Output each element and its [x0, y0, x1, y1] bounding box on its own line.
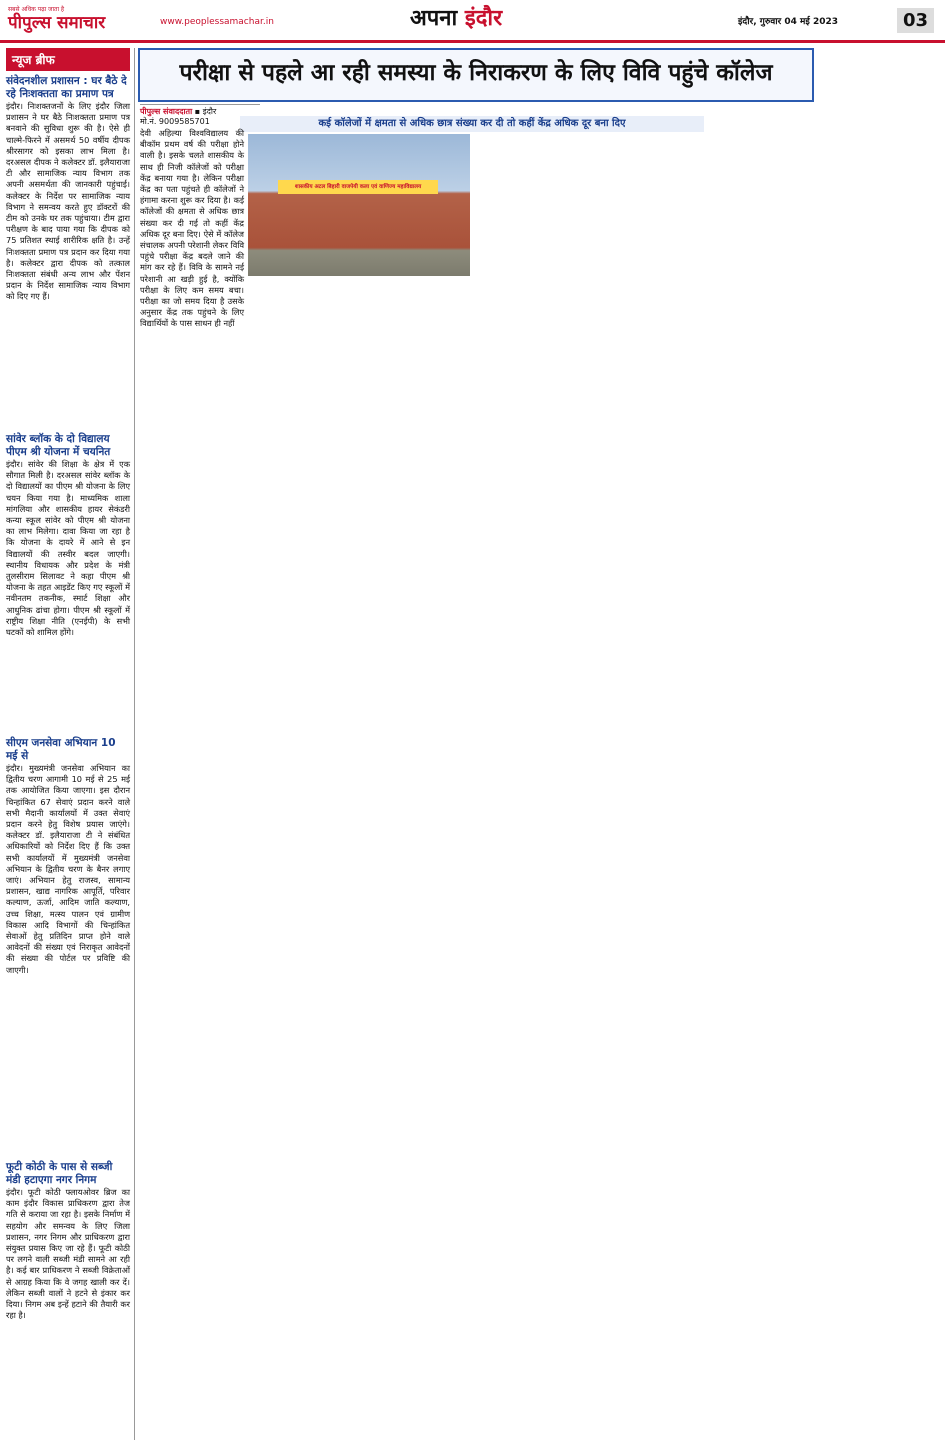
edition-date: इंदौर, गुरुवार 04 मई 2023	[738, 17, 839, 27]
story1-strap-text: कई कॉलेजों में क्षमता से अधिक छात्र संख्या कर दी तो कहीं केंद्र अधिक दूर बना दिए	[318, 118, 626, 129]
brief-body: इंदौर। सांवेर की शिक्षा के क्षेत्र में एक सौगात मिली है। दरअसल सांवेर ब्लॉक के दो विद्यालयों का पीएम श्री योजना के लिए चयन किया गया है। माध्यमिक शाला मांगलिया और शासकीय हायर सेकंडरी कन्या स्कूल सांवेर को पीएम श्री योजना का लाभ मिलेगा। दावा किया जा रहा है कि योजना के दायरे में आने से इन विद्यालयों की तस्वीर बदल जाएगी। स्थानीय विधायक और प्रदेश के मंत्री तुलसीराम सिलावट ने कहा पीएम श्री योजना के तहत आइडेंट किए गए स्कूलों में नवीनतम तकनीक, स्मार्ट शिक्षा और आधुनिक ढांचा होगा। पीएम श्री स्कूलों में राष्ट्रीय शिक्षा नीति (एनईपी) के सभी घटकों को शामिल होंगे।	[6, 459, 130, 638]
section-title-b: इंदौर	[464, 6, 503, 31]
brief-body: इंदौर। फूटी कोठी फ्लायओवर ब्रिज का काम इंदौर विकास प्राधिकरण द्वारा तेज गति से कराया जा रहा है। इसके निर्माण में सहयोग और समन्वय के लिए जिला प्रशासन, नगर निगम और प्राधिकरण द्वारा संयुक्त प्रयास किए जा रहे हैं। फूटी कोठी पर लगने वाली सब्जी मंडी सामने आ रही है। कई बार प्राधिकरण ने सब्जी विक्रेताओं से आग्रह किया कि वे जगह खाली कर दें। लेकिन सब्जी वालों ने हटने से इंकार कर दिया। निगम अब इन्हें हटाने की तैयारी कर रहा है।	[6, 1187, 130, 1321]
section-title-a: अपना	[410, 6, 458, 31]
brief-title: फूटी कोठी के पास से सब्जी मंडी हटाएगा नगर निगम	[6, 1161, 113, 1186]
byline-name: पीपुल्स संवाददाता	[140, 107, 193, 116]
paper-tagline: सबसे अधिक पढ़ा जाता है	[8, 6, 65, 13]
story1-headline: परीक्षा से पहले आ रही समस्या के निराकरण के लिए विवि पहुंचे कॉलेज	[179, 60, 773, 86]
brief-body: इंदौर। निःशक्तजनों के लिए इंदौर जिला प्रशासन ने घर बैठे निःशक्तता प्रमाण पत्र बनवाने की सुविधा शुरू की है। ऐसे ही चाल्मे-फिरने में असमर्थ 50 वर्षीय दीपक श्रीरसागर को इसका लाभ मिला है। दरअसल दीपक ने कलेक्टर डॉ. इलैयाराजा टी और सामाजिक न्याय विभाग तक अपनी असमर्थता की जानकारी पहुंचाई। कलेक्टर के निर्देश पर सामाजिक न्याय विभाग ने समन्वय करते हुए डॉक्टरों की टीम को उनके घर तक पहुंचाया। टीम द्वारा परीक्षण के बाद पाया गया कि दीपक को 75 प्रतिशत स्थाई शारीरिक क्षति है। उन्हें निःशक्तता प्रमाण पत्र प्रदान कर दिया गया है। कलेक्टर द्वारा दीपक को तत्काल निःशक्तता संबंधी अन्य लाभ और पेंशन प्रदान के निर्देश सामाजिक न्याय विभाग को दिए गए हैं।	[6, 101, 130, 302]
brief-body: इंदौर। मुख्यमंत्री जनसेवा अभियान का द्वितीय चरण आगामी 10 मई से 25 मई तक आयोजित किया जाएगा। इस दौरान चिन्हांकित 67 सेवाएं प्रदान करने वाले सभी मैदानी कार्यालयों में उक्त सेवाएं प्रदान करने हेतु विशेष प्रयास जाएंगे। कलेक्टर डॉ. इलैयाराजा टी ने संबंधित अधिकारियों को निर्देश दिए हैं कि उक्त सभी कार्यालयों में मुख्यमंत्री जनसेवा अभियान के द्वितीय चरण के बैनर लगाए जाएं। अभियान हेतु राजस्व, सामान्य प्रशासन, खाद्य नागरिक आपूर्ति, परिवार कल्याण, ऊर्जा, आदिम जाति कल्याण, उच्च शिक्षा, मत्स्य पालन एवं ग्रामीण विकास आदि विभागों की चिन्हांकित सेवाओं हेतु प्रतिदिन प्राप्त होने वाले आवेदनों की संख्या एवं निराकृत आवेदनों की संख्या की पोर्टल पर प्रविष्टि की जाएगी।	[6, 763, 130, 975]
byline-city: इंदौर	[202, 107, 217, 116]
photo-caption: शासकीय अटल बिहारी वाजपेयी कला एवं वाणिज्य महाविद्यालय	[294, 184, 422, 190]
story1-byline: पीपुल्स संवाददाता ▪ इंदौर मो.नं. 9009585701	[140, 104, 260, 127]
brief-title: संवेदनशील प्रशासन : घर बैठे दे रहे निःशक्तता का प्रमाण पत्र	[6, 75, 127, 100]
paper-name: पीपुल्स समाचार	[8, 13, 106, 33]
page-number: 03	[897, 8, 934, 33]
brief-title: सीएम जनसेवा अभियान 10 मई से	[6, 737, 116, 762]
byline-mobile: मो.नं. 9009585701	[140, 117, 210, 126]
brief-title: सांवेर ब्लॉक के दो विद्यालय पीएम श्री योजना में चयनित	[6, 433, 111, 458]
story1-col1: देवी अहिल्या विश्वविद्यालय की बीकॉम प्रथम वर्ष की परीक्षा होने वाली है। इसके चलते शासकीय के साथ ही निजी कॉलेजों को परीक्षा केंद्र बनाया गया है। लेकिन परीक्षा केंद्र का पता पहुंचते ही कॉलेजों ने हंगामा करना शुरू कर दिया है। कई कॉलेजों की क्षमता से अधिक छात्र संख्या कर दी गई तो कहीं केंद्र अधिक दूर बना दिए। ऐसे में कॉलेज संचालक अपनी परेशानी लेकर विवि पहुंचे परीक्षा केंद्र बदले जाने की मांग कर रहे हैं। विवि के सामने नई परेशानी आ खड़ी हुई है, क्योंकि परीक्षा के लिए कम समय बचा। परीक्षा का जो समय दिया है उसके अनुसार केंद्र तक पहुंचने के लिए विद्यार्थियों के पास साधन ही नहीं	[140, 128, 244, 329]
website-link[interactable]: www.peoplessamachar.in	[160, 17, 274, 27]
news-brief-label: न्यूज ब्रीफ	[6, 48, 130, 71]
